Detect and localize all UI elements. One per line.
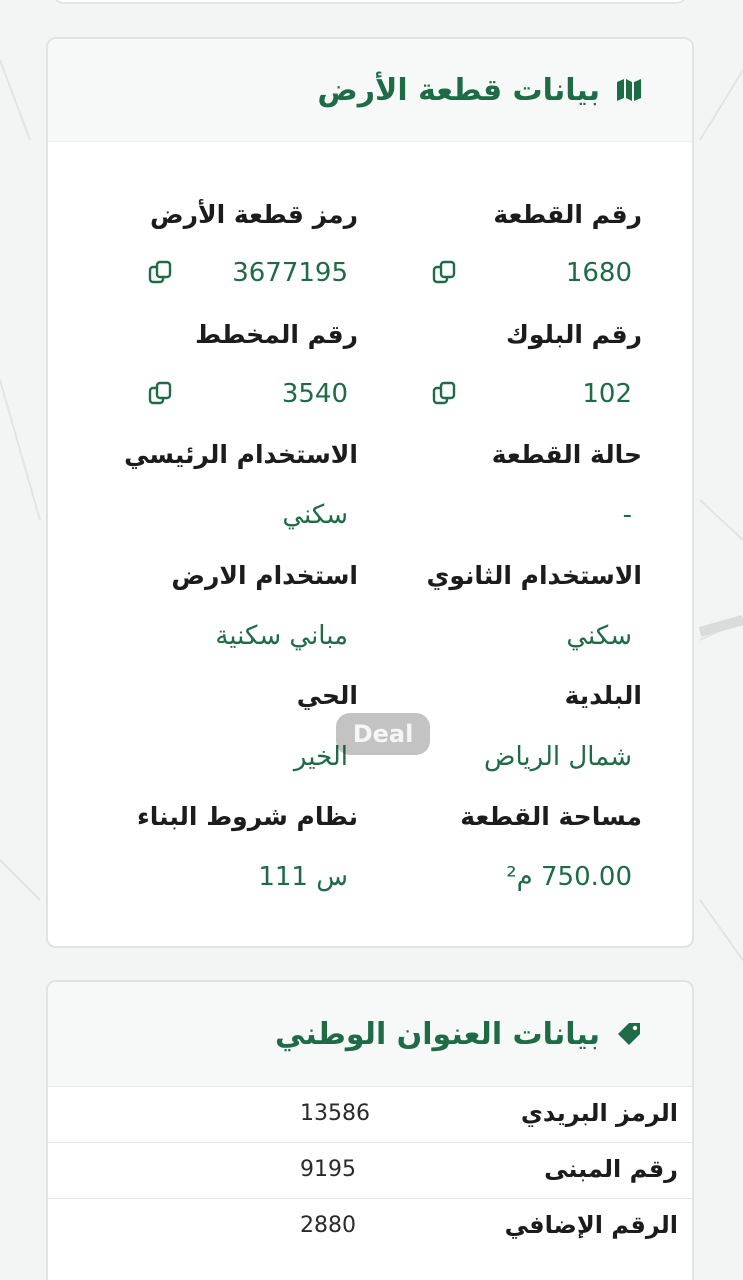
plot-area-value: 750.00 م² bbox=[506, 862, 632, 892]
postal-code-value: 13586 bbox=[300, 1101, 370, 1126]
plot-number-label: رقم القطعة bbox=[493, 200, 642, 229]
plot-area-label: مساحة القطعة bbox=[460, 802, 642, 831]
additional-number-label: الرقم الإضافي bbox=[504, 1211, 678, 1239]
plan-number-value: 3540 bbox=[281, 379, 348, 409]
map-icon bbox=[614, 75, 644, 105]
copy-plot-code-icon[interactable] bbox=[148, 260, 174, 286]
copy-plan-number-icon[interactable] bbox=[148, 381, 174, 407]
land-plot-card-header bbox=[48, 39, 692, 142]
building-number-label: رقم المبنى bbox=[544, 1155, 678, 1183]
address-row-postal-code bbox=[48, 1086, 692, 1142]
tag-icon bbox=[614, 1019, 644, 1049]
block-number-label: رقم البلوك bbox=[505, 320, 642, 349]
building-code-label: نظام شروط البناء bbox=[136, 802, 358, 831]
plot-number-value: 1680 bbox=[565, 258, 632, 288]
block-number-value: 102 bbox=[582, 379, 632, 409]
postal-code-label: الرمز البريدي bbox=[520, 1099, 678, 1127]
district-label: الحي bbox=[296, 681, 358, 710]
secondary-use-value: سكني bbox=[566, 621, 632, 651]
previous-card bbox=[52, 0, 688, 4]
additional-number-value: 2880 bbox=[300, 1213, 356, 1238]
land-plot-card-title: بيانات قطعة الأرض bbox=[317, 72, 600, 108]
plot-status-value: - bbox=[622, 500, 632, 530]
main-use-label: الاستخدام الرئيسي bbox=[124, 440, 358, 469]
secondary-use-label: الاستخدام الثانوي bbox=[426, 561, 642, 590]
copy-block-number-icon[interactable] bbox=[432, 381, 458, 407]
land-use-label: استخدام الارض bbox=[171, 561, 358, 590]
land-plot-fields bbox=[48, 142, 692, 948]
municipality-value: شمال الرياض bbox=[484, 742, 632, 772]
municipality-label: البلدية bbox=[564, 681, 642, 710]
plot-code-value: 3677195 bbox=[232, 258, 348, 288]
plan-number-label: رقم المخطط bbox=[195, 320, 358, 349]
national-address-card bbox=[46, 980, 694, 1280]
address-row-additional-number bbox=[48, 1198, 692, 1254]
address-row-building-number bbox=[48, 1142, 692, 1198]
building-number-value: 9195 bbox=[300, 1157, 356, 1182]
national-address-card-title: بيانات العنوان الوطني bbox=[275, 1016, 600, 1052]
district-value: الخير bbox=[293, 742, 348, 772]
plot-status-label: حالة القطعة bbox=[491, 440, 642, 469]
watermark-logo: Deal bbox=[336, 713, 430, 755]
plot-code-label: رمز قطعة الأرض bbox=[149, 200, 358, 229]
copy-plot-number-icon[interactable] bbox=[432, 260, 458, 286]
building-code-value: س 111 bbox=[258, 862, 348, 892]
land-plot-card bbox=[46, 37, 694, 948]
national-address-card-header bbox=[48, 982, 692, 1086]
main-use-value: سكني bbox=[282, 500, 348, 530]
land-use-value: مباني سكنية bbox=[215, 621, 348, 651]
